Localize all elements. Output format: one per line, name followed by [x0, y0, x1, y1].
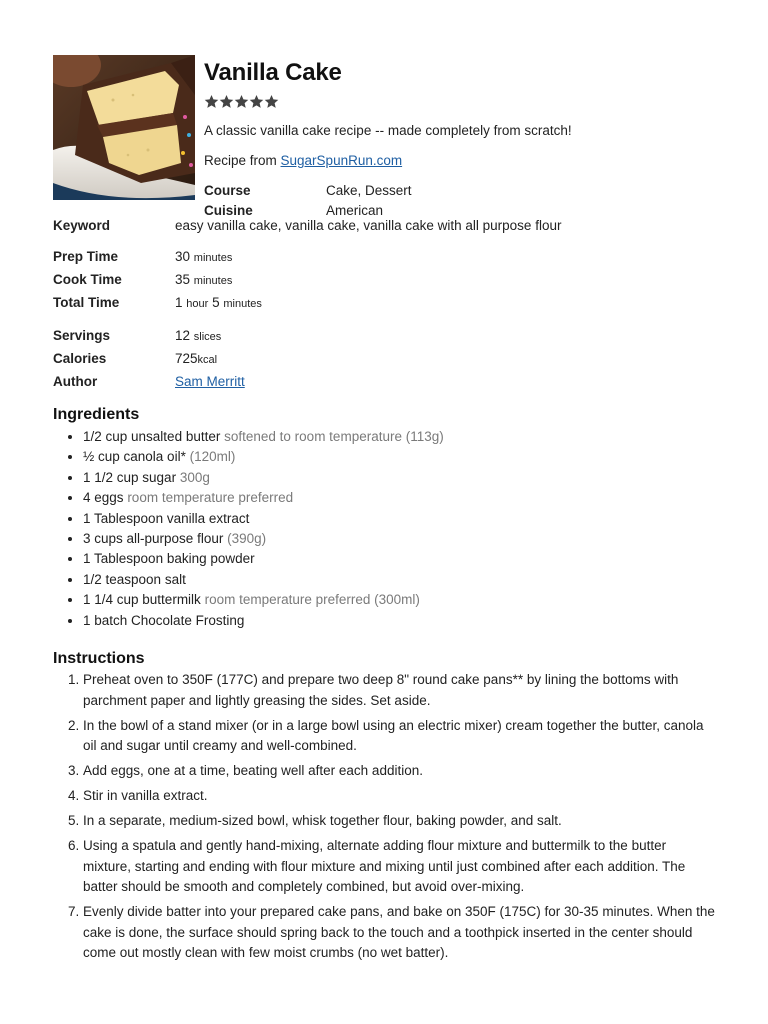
star-icon[interactable]: [219, 94, 234, 109]
total-time-label: Total Time: [53, 295, 120, 310]
prep-time-unit: minutes: [193, 252, 233, 264]
prep-time-value: [175, 246, 232, 269]
cuisine-label: Cuisine: [204, 203, 253, 218]
keyword-label: Keyword: [53, 218, 111, 233]
total-time-minutes-unit: minutes: [223, 298, 262, 310]
servings-row: [53, 325, 715, 348]
calories-value: [175, 348, 217, 371]
instruction-step: 1. Preheat oven to 350F (177C) and prepare two deep 8" round cake pans** by lining the bottoms with parchment paper and lightly greasing the sides. Set aside.: [83, 670, 715, 711]
recipe-header: [204, 55, 715, 221]
course-label: Course: [204, 183, 251, 198]
ingredient-note: room temperature preferred (300ml): [204, 592, 420, 608]
recipe-source-label: Recipe from: [204, 153, 281, 168]
star-icon[interactable]: [204, 94, 219, 109]
calories-unit: kcal: [197, 354, 218, 366]
total-time-row: [53, 292, 715, 315]
ingredients-title: Ingredients: [53, 406, 140, 423]
ingredient-text: 1/2 cup unsalted butter: [83, 429, 221, 444]
calories-number: 725: [175, 351, 198, 366]
cook-time-label: Cook Time: [53, 272, 122, 287]
keyword-value: easy vanilla cake, vanilla cake, vanilla cake with all purpose flour: [175, 218, 562, 233]
total-time-minutes: 5: [212, 295, 220, 310]
ingredient-item: [83, 509, 715, 529]
instruction-step: 7. Evenly divide batter into your prepared cake pans, and bake on 350F (175C) for 30-35 minutes. When the cake is done, the surface should spring back to the touch and a toothpick inserted in the center should come out mostly clean with few moist crumbs (no wet batter).: [83, 902, 715, 964]
course-value: Cake, Dessert: [326, 183, 412, 198]
ingredients-list: [53, 427, 715, 631]
ingredient-text: 4 eggs: [83, 490, 124, 506]
ingredient-item: [83, 590, 715, 610]
ingredient-text: 1 1/4 cup buttermilk: [83, 592, 201, 608]
cook-time-unit: minutes: [193, 275, 233, 287]
servings-number[interactable]: 12: [175, 328, 191, 343]
recipe-summary: A classic vanilla cake recipe -- made completely from scratch!: [204, 123, 572, 138]
author-link[interactable]: Sam Merritt: [175, 374, 245, 389]
rating-stars[interactable]: [204, 94, 715, 112]
ingredient-item: [83, 427, 715, 447]
recipe-details: [53, 216, 715, 392]
ingredient-item: [83, 447, 715, 467]
instruction-step: 5. In a separate, medium-sized bowl, whisk together flour, baking powder, and salt.: [83, 811, 715, 832]
instruction-step: 6. Using a spatula and gently hand-mixing, alternate adding flour mixture and buttermilk to the butter mixture, starting and ending with flour mixture and mixing until just combined after each addition. The batter should be smooth and completely combined, but avoid over-mixing.: [83, 836, 715, 898]
recipe-title: Vanilla Cake: [204, 59, 342, 86]
ingredient-item: [83, 570, 715, 590]
prep-time-number: 30: [175, 249, 191, 264]
calories-row: [53, 348, 715, 371]
ingredient-item: [83, 611, 715, 631]
course-row: [204, 181, 715, 201]
recipe-source-link[interactable]: SugarSpunRun.com: [280, 153, 403, 168]
instruction-step: 4. Stir in vanilla extract.: [83, 786, 715, 807]
cook-time-row: [53, 269, 715, 292]
ingredient-item: [83, 529, 715, 549]
ingredient-note: room temperature preferred: [127, 490, 294, 506]
servings-value: [175, 325, 221, 348]
cook-time-number: 35: [175, 272, 191, 287]
servings-label: Servings: [53, 328, 111, 343]
ingredient-text: 1 1/2 cup sugar: [83, 469, 177, 485]
ingredient-text: 1 Tablespoon baking powder: [83, 551, 255, 567]
ingredient-note: 300g: [179, 469, 210, 485]
cook-time-value: [175, 269, 232, 292]
ingredient-item: [83, 468, 715, 488]
ingredients-section: [53, 405, 715, 631]
ingredient-item: [83, 488, 715, 508]
star-icon[interactable]: [264, 94, 279, 109]
ingredient-text: 1 Tablespoon vanilla extract: [83, 510, 250, 526]
prep-time-row: [53, 246, 715, 269]
cuisine-value: American: [326, 203, 384, 218]
servings-unit: slices: [193, 331, 222, 343]
keyword-row: [53, 216, 715, 236]
ingredient-text: 1 batch Chocolate Frosting: [83, 612, 245, 628]
instructions-title: Instructions: [53, 650, 145, 667]
ingredient-text: 3 cups all-purpose flour: [83, 531, 224, 547]
ingredient-text: 1/2 teaspoon salt: [83, 571, 186, 587]
total-time-hours: 1: [175, 295, 183, 310]
author-label: Author: [53, 374, 98, 389]
total-time-value: [175, 292, 262, 315]
star-icon[interactable]: [249, 94, 264, 109]
instructions-section: [53, 649, 715, 968]
total-time-hours-unit: hour: [186, 298, 209, 310]
star-icon[interactable]: [234, 94, 249, 109]
prep-time-label: Prep Time: [53, 249, 119, 264]
ingredient-text: ½ cup canola oil*: [83, 449, 186, 465]
ingredient-note: (120ml): [189, 449, 236, 465]
recipe-image: [53, 55, 195, 200]
instruction-step: 2. In the bowl of a stand mixer (or in a large bowl using an electric mixer) cream together the butter, canola oil and sugar until creamy and well-combined.: [83, 716, 715, 757]
recipe-source: [204, 152, 715, 170]
calories-label: Calories: [53, 351, 107, 366]
ingredient-note: (390g): [227, 531, 267, 547]
ingredient-note: softened to room temperature (113g): [224, 429, 444, 444]
instruction-step: 3. Add eggs, one at a time, beating well after each addition.: [83, 761, 715, 782]
author-row: [53, 371, 715, 392]
ingredient-item: [83, 549, 715, 569]
instructions-list: [53, 670, 715, 964]
